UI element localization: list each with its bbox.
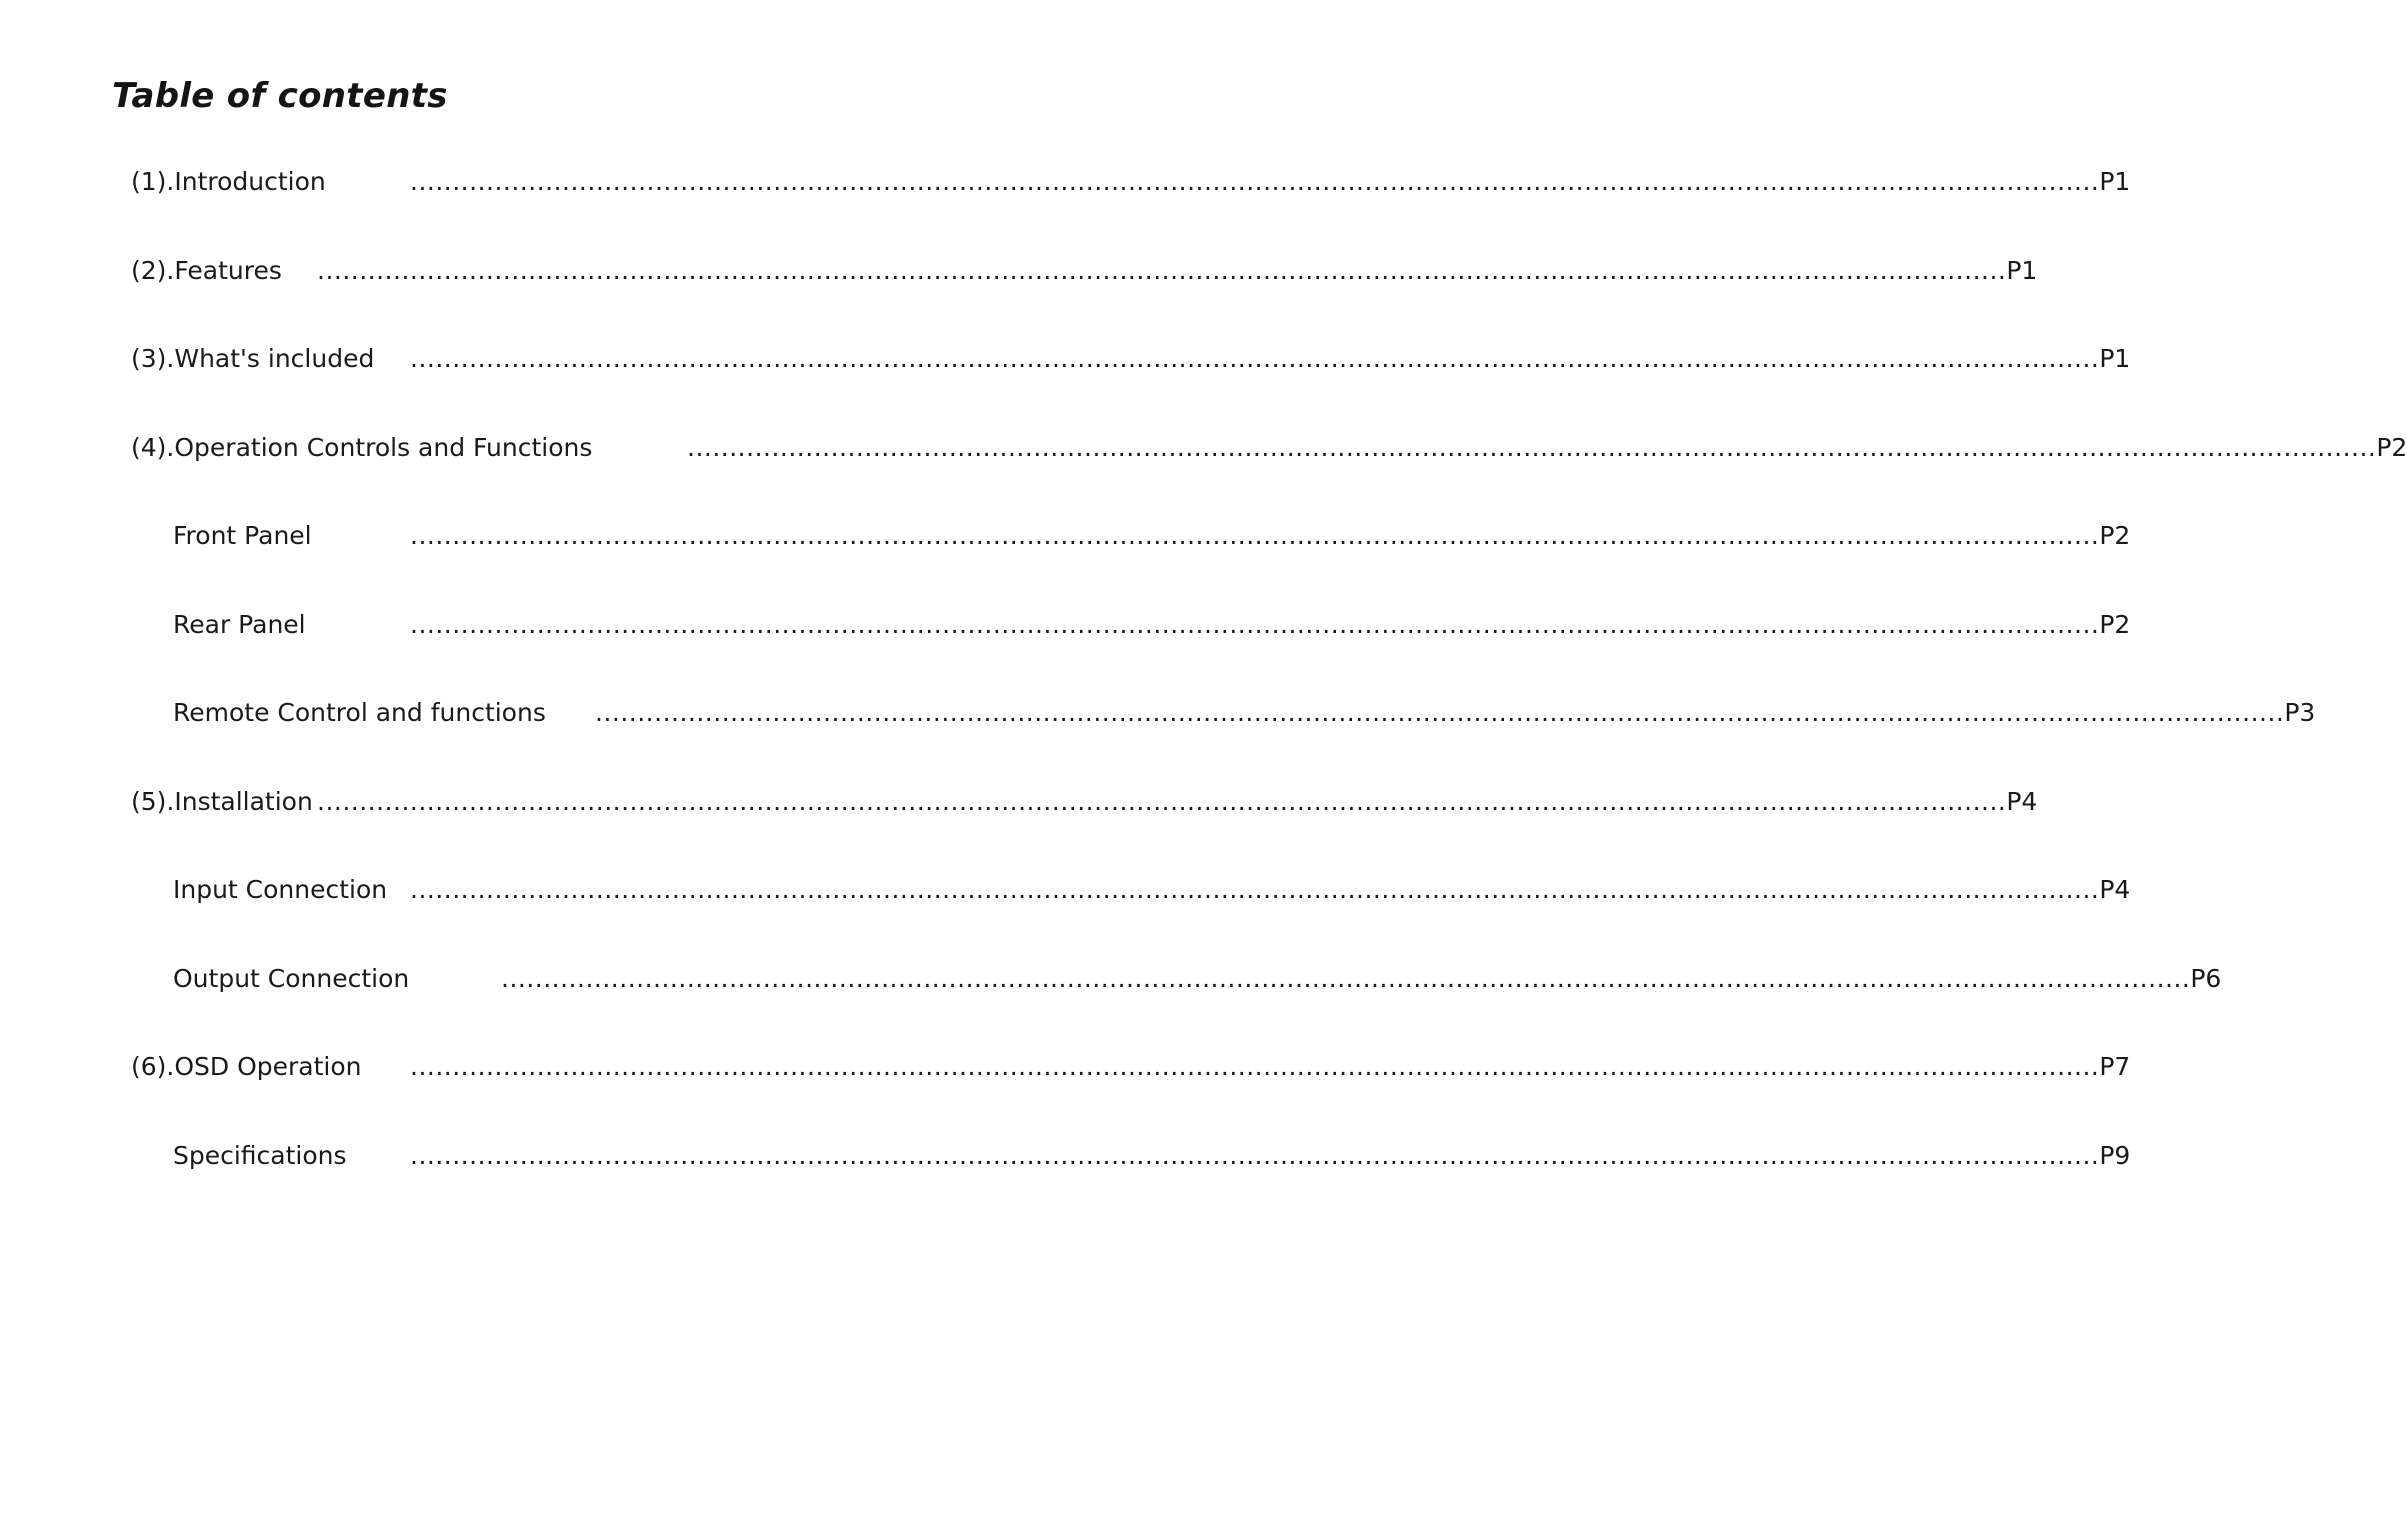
toc-entry-page: P4 — [2006, 787, 2038, 816]
toc-entry-page: P1 — [2099, 344, 2131, 373]
toc-entry-whats-included[interactable] — [131, 339, 2131, 379]
toc-entry-input-connection[interactable] — [173, 870, 2131, 910]
toc-entry-label: Remote Control and functions — [173, 698, 546, 727]
toc-entry-page: P7 — [2099, 1052, 2131, 1081]
toc-leader-dots: ........................................................................................................................................................................................................ — [410, 167, 2100, 196]
toc-entry-page: P6 — [2190, 964, 2222, 993]
toc-entry-front-panel[interactable] — [173, 516, 2131, 556]
toc-entry-page: P4 — [2099, 875, 2131, 904]
toc-entry-rear-panel[interactable] — [173, 605, 2131, 645]
toc-entry-specifications[interactable] — [173, 1136, 2131, 1176]
toc-entry-label: (3).What's included — [131, 344, 375, 373]
toc-entry-installation[interactable] — [131, 782, 2038, 822]
page-title: Table of contents — [112, 76, 448, 116]
toc-entry-label: (6).OSD Operation — [131, 1052, 362, 1081]
toc-leader-dots: ........................................................................................................................................................................................................ — [317, 787, 2007, 816]
toc-entry-introduction[interactable] — [131, 162, 2131, 202]
toc-entry-output-connection[interactable] — [173, 959, 2222, 999]
toc-leader-dots: ........................................................................................................................................................................................................ — [410, 344, 2100, 373]
toc-entry-operation-controls[interactable] — [131, 428, 2407, 468]
toc-entry-label: (2).Features — [131, 256, 282, 285]
toc-leader-dots: ........................................................................................................................................................................................................ — [410, 1052, 2100, 1081]
toc-entry-label: Front Panel — [173, 521, 312, 550]
toc-entry-page: P2 — [2099, 610, 2131, 639]
toc-entry-label: Specifications — [173, 1141, 347, 1170]
toc-entry-label: (1).Introduction — [131, 167, 326, 196]
toc-leader-dots: ........................................................................................................................................................................................................ — [501, 964, 2191, 993]
toc-entry-label: Input Connection — [173, 875, 388, 904]
toc-entry-page: P2 — [2099, 521, 2131, 550]
toc-leader-dots: ........................................................................................................................................................................................................ — [410, 610, 2100, 639]
toc-leader-dots: ........................................................................................................................................................................................................ — [410, 875, 2100, 904]
toc-entry-label: Output Connection — [173, 964, 410, 993]
toc-entry-osd-operation[interactable] — [131, 1047, 2131, 1087]
toc-entry-remote-control[interactable] — [173, 693, 2316, 733]
toc-entry-page: P2 — [2376, 433, 2407, 462]
toc-entry-label: (5).Installation — [131, 787, 313, 816]
toc-leader-dots: ........................................................................................................................................................................................................ — [410, 521, 2100, 550]
toc-entry-page: P3 — [2284, 698, 2316, 727]
toc-entry-page: P1 — [2099, 167, 2131, 196]
toc-leader-dots: ........................................................................................................................................................................................................ — [410, 1141, 2100, 1170]
toc-entry-page: P9 — [2099, 1141, 2131, 1170]
toc-entry-page: P1 — [2006, 256, 2038, 285]
toc-entry-label: Rear Panel — [173, 610, 306, 639]
toc-leader-dots: ........................................................................................................................................................................................................ — [317, 256, 2007, 285]
toc-entry-features[interactable] — [131, 251, 2038, 291]
toc-leader-dots: ........................................................................................................................................................................................................ — [595, 698, 2285, 727]
toc-entry-label: (4).Operation Controls and Functions — [131, 433, 593, 462]
toc-leader-dots: ........................................................................................................................................................................................................ — [687, 433, 2377, 462]
